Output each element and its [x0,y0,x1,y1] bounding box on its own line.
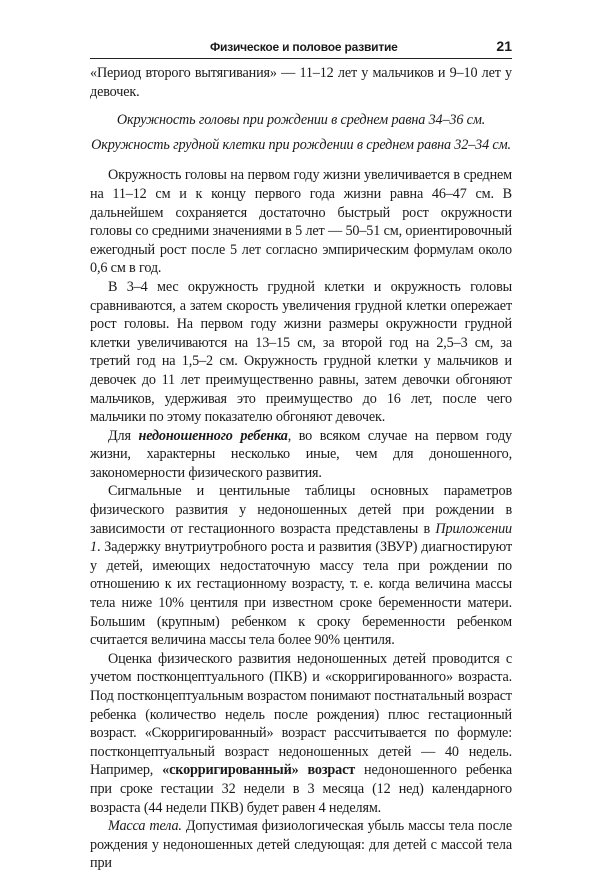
p6-text-b: недоношенного ребенка при сроке гестации 32 недели в 3 месяца (12 нед) календарного возраста (44 недели ПКВ) будет равен 4 неделям. [90,762,512,816]
p4-rest-text: , во всяком случае на первом году жизни, характерны несколько иные, чем для доношенного, закономерности физического развития. [90,427,512,481]
p6-text-a: Оценка физического развития недоношенных детей проводится с учетом постконцептуального (ПКВ) и «скорригированного» возраста. Под постконцептуальным возрастом понимают постнатальный возраст ребенка (количество недель после рождения) плюс гестационный возраст. «Скорригированный» возраст рассчитывается по формуле: постконцептуальный возраст недоношенных детей — 40 недель. Например, [90,650,512,779]
paragraph-centile-tables [90,482,512,649]
paragraph-head-growth: Окружность головы на первом году жизни увеличивается в среднем на 11–12 см и к концу первого года жизни равна 46–47 см. В дальнейшем сохраняется достаточно быстрый рост окружности головы со средними значениями в 5 лет — 50–51 см, ориентировочный ежегодный рост после 5 лет согласно эмпирическим формулам около 0,6 см в год. [90,167,512,277]
paragraph-body-mass [90,817,512,873]
page-number: 21 [496,38,512,54]
appendix-reference: Приложении 1 [90,520,512,556]
running-header [90,38,512,59]
paragraph-corrected-age [90,650,512,817]
p5-text-a: Сигмальные и центильные таблицы основных параметров физического развития у недоношенных детей при рождении в зависимости от гестационного возраста представлены в [90,483,512,537]
paragraph-chest-growth: В 3–4 мес окружность грудной клетки и окружность головы сравниваются, а затем скорость увеличения грудной клетки опережает рост головы. На первом году жизни размеры окружности грудной клетки увеличиваются на 13–15 см, за второй год на 2,5–3 см, за третий год на 1,5–2 см. Окружность грудной клетки у мальчиков и девочек до 11 лет преимущественно равны, затем девочки обгоняют мальчиков, удерживая это преимущество до 16 лет, после чего мальчики по этому показателю обгоняют девочек. [90,278,512,426]
paragraph-premature [90,427,512,483]
p7-rest-text: Допустимая физиологическая убыль массы тела после рождения у недоношенных детей следующая: для детей с массой тела при [90,818,513,872]
p4-lead-text: Для [108,427,131,444]
fact-head-circumference: Окружность головы при рождении в среднем равна 34–36 см. [116,112,486,129]
page-body [90,64,512,873]
paragraph-growth-period: «Период второго вытягивания» — 11–12 лет у мальчиков и 9–10 лет у девочек. [90,65,512,100]
p5-text-b: . Задержку внутриутробного роста и развития (ЗВУР) диагностируют у детей, имеющих недостаточную массу тела при рождении по отношению к их гестационному возрасту, т. е. когда величина массы тела ниже 10% центиля при известном сроке беременности матери. Большим (крупным) ребенком к сроку беременности ребенком считается величина массы тела более 90% центиля. [90,539,512,649]
term-body-mass: Масса тела. [108,818,182,835]
chapter-title: Физическое и половое развитие [210,40,398,54]
term-premature-child: недоношенного ребенка [138,427,288,444]
term-corrected-age: «скорригированный» возраст [162,762,356,779]
fact-chest-circumference: Окружность грудной клетки при рождении в среднем равна 32–34 см. [91,136,511,153]
